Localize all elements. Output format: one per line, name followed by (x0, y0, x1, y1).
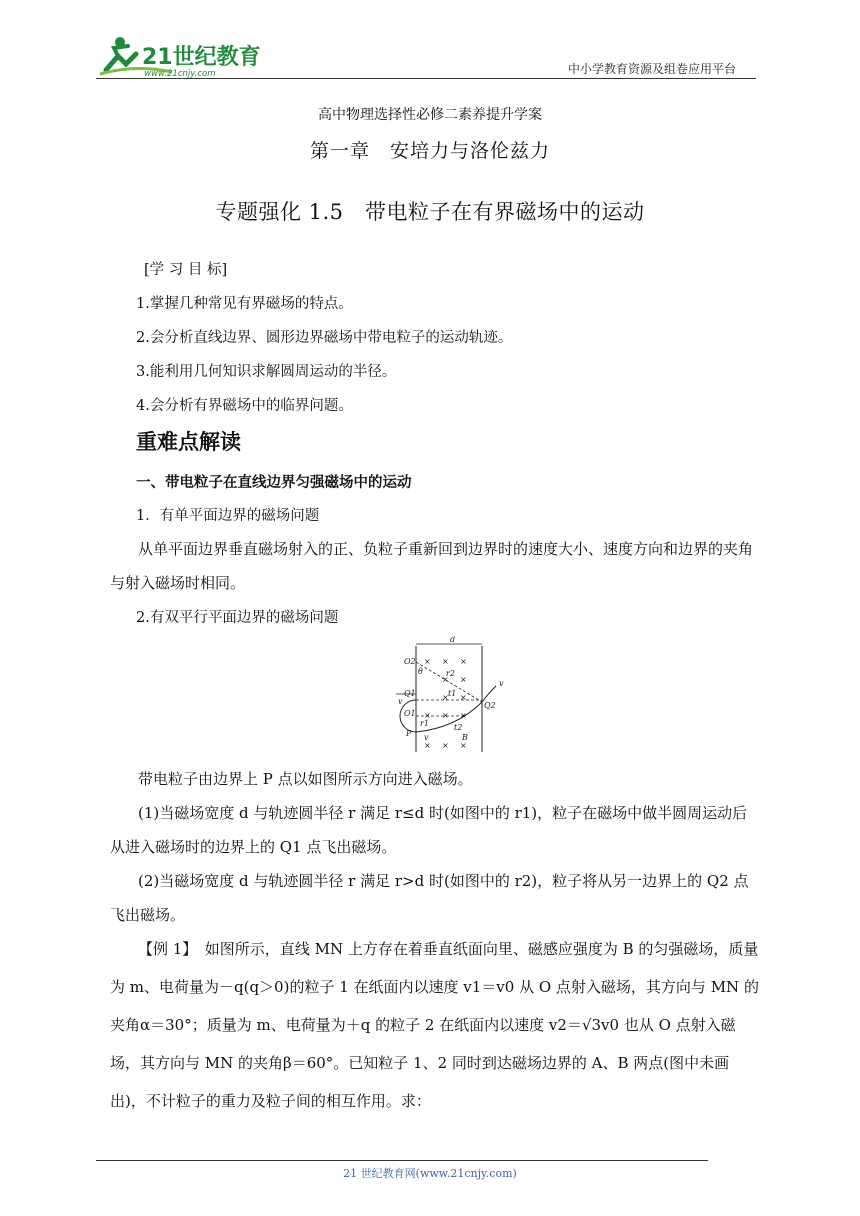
footer-rule (96, 1160, 708, 1161)
site-logo (96, 34, 266, 80)
svg-text:×: × (424, 657, 431, 666)
goal-item: 3.能利用几何知识求解圆周运动的半径。 (136, 364, 397, 380)
header-rule (96, 78, 756, 79)
svg-text:O2: O2 (404, 657, 416, 666)
svg-text:×: × (442, 657, 449, 666)
platform-name: 中小学教育资源及组卷应用平台 (568, 62, 737, 76)
topic-title: 专题强化 1.5 带电粒子在有界磁场中的运动 (215, 200, 645, 224)
svg-text:×: × (460, 711, 467, 720)
svg-text:θ: θ (418, 667, 423, 676)
svg-text:r1: r1 (420, 719, 429, 728)
svg-text:O1: O1 (404, 709, 416, 718)
svg-text:Q1: Q1 (404, 689, 416, 698)
svg-text:Q2: Q2 (484, 701, 496, 710)
goals-heading: [学 习 目 标] (144, 262, 228, 278)
magnetic-field-figure (396, 636, 514, 754)
paragraph: (2)当磁场宽度 d 与轨迹圆半径 r 满足 r>d 时(如图中的 r2)，粒子将从另一边界上的 Q2 点飞出磁场。 (110, 872, 749, 924)
svg-text:×: × (442, 675, 449, 684)
svg-text:×: × (460, 657, 467, 666)
goal-item: 4.会分析有界磁场中的临界问题。 (136, 398, 353, 414)
svg-text:P: P (406, 729, 412, 738)
footer-text: 21 世纪教育网(www.21cnjy.com) (343, 1167, 517, 1180)
paragraph: (1)当磁场宽度 d 与轨迹圆半径 r 满足 r≤d 时(如图中的 r1)，粒子在磁场中做半圆周运动后从进入磁场时的边界上的 Q1 点飞出磁场。 (110, 804, 748, 856)
svg-text:www.21cnjy.com: www.21cnjy.com (144, 69, 216, 79)
svg-text:×: × (424, 711, 431, 720)
svg-text:×: × (442, 711, 449, 720)
svg-text:×: × (460, 693, 467, 702)
paragraph: 从单平面边界垂直磁场射入的正、负粒子重新回到边界时的速度大小、速度方向和边界的夹角与射入磁场时相同。 (110, 540, 754, 592)
svg-text:v: v (499, 679, 504, 688)
svg-text:r2: r2 (446, 669, 455, 678)
goal-item: 1.掌握几种常见有界磁场的特点。 (136, 296, 353, 312)
example-paragraph: 【例 1】 如图所示，直线 MN 上方存在着垂直纸面向里、磁感应强度为 B 的匀强磁场，质量为 m、电荷量为－q(q＞0)的粒子 1 在纸面内以速度 v1＝v0 从 O 点射入磁场，其方向与 MN 的夹角α＝30°；质量为 m、电荷量为＋q 的粒子 2 在纸面内以速度 v2＝√3v0 也从 O 点射入磁场，其方向与 MN 的夹角β＝60°。已知粒子 1、2 同时到达磁场边界的 A、B 两点(图中未画出)，不计粒子的重力及粒子间的相互作用。求： (110, 940, 759, 1110)
subsection-heading: 1．有单平面边界的磁场问题 (136, 508, 320, 524)
svg-text:t1: t1 (448, 689, 457, 698)
svg-text:×: × (442, 741, 449, 750)
svg-text:v: v (398, 697, 403, 706)
svg-text:×: × (460, 675, 467, 684)
subsection-heading: 2.有双平行平面边界的磁场问题 (136, 610, 339, 626)
paragraph: 带电粒子由边界上 P 点以如图所示方向进入磁场。 (138, 770, 473, 788)
series-title: 高中物理选择性必修二素养提升学案 (318, 107, 542, 123)
svg-text:×: × (442, 693, 449, 702)
key-points-heading: 重难点解读 (136, 430, 241, 454)
svg-text:d: d (450, 636, 456, 644)
svg-text:21世纪教育: 21世纪教育 (142, 45, 261, 70)
svg-text:t2: t2 (454, 723, 463, 732)
svg-text:B: B (462, 733, 468, 742)
svg-text:×: × (424, 741, 431, 750)
svg-text:×: × (460, 741, 467, 750)
svg-text:v: v (424, 733, 429, 742)
chapter-title: 第一章 安培力与洛伦兹力 (309, 140, 550, 162)
section-heading: 一、带电粒子在直线边界匀强磁场中的运动 (136, 475, 412, 491)
goal-item: 2.会分析直线边界、圆形边界磁场中带电粒子的运动轨迹。 (136, 330, 513, 346)
